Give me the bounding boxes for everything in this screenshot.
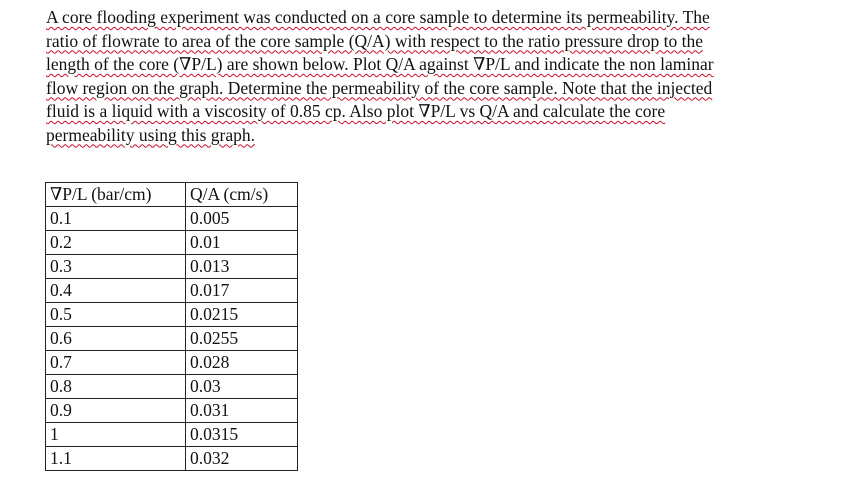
cell-flux: 0.032 [186,447,298,471]
problem-line-2: ratio of flowrate to area of the core sample (Q/A) with respect to the ratio pressure drop to the [46,30,703,51]
cell-pressure-gradient: 0.5 [46,303,186,327]
data-table [45,182,298,471]
cell-flux: 0.031 [186,399,298,423]
cell-pressure-gradient: 0.4 [46,279,186,303]
problem-line-5: fluid is a liquid with a viscosity of 0.85 cp. Also plot ∇P/L vs Q/A and calculate the core [46,101,666,121]
table-header-row [46,183,298,207]
cell-pressure-gradient: 0.8 [46,375,186,399]
problem-statement [46,6,814,147]
cell-pressure-gradient: 0.3 [46,255,186,279]
table-row [46,255,298,279]
problem-line-1: A core flooding experiment was conducted on a core sample to determine its permeability. The [46,7,710,27]
cell-flux: 0.0315 [186,423,298,447]
cell-flux: 0.0255 [186,327,298,351]
cell-flux: 0.0215 [186,303,298,327]
cell-pressure-gradient: 0.1 [46,207,186,231]
problem-line-4: flow region on the graph. Determine the permeability of the core sample. Note that the injected [46,77,713,98]
problem-line-6: permeability using this graph. [46,124,255,145]
table-row [46,303,298,327]
cell-flux: 0.017 [186,279,298,303]
cell-pressure-gradient: 0.7 [46,351,186,375]
table-row [46,279,298,303]
header-flux: Q/A (cm/s) [186,183,298,207]
problem-line-3: length of the core (∇P/L) are shown below. Plot Q/A against ∇P/L and indicate the non laminar [46,54,714,74]
cell-flux: 0.03 [186,375,298,399]
cell-pressure-gradient: 0.6 [46,327,186,351]
table-row [46,375,298,399]
table-row [46,423,298,447]
cell-flux: 0.005 [186,207,298,231]
cell-flux: 0.028 [186,351,298,375]
table-row [46,399,298,423]
table-row [46,447,298,471]
table-row [46,327,298,351]
cell-pressure-gradient: 1.1 [46,447,186,471]
table-row [46,207,298,231]
table-row [46,351,298,375]
table-row [46,231,298,255]
header-pressure-gradient: ∇P/L (bar/cm) [46,183,186,207]
cell-pressure-gradient: 1 [46,423,186,447]
cell-flux: 0.01 [186,231,298,255]
cell-pressure-gradient: 0.9 [46,399,186,423]
cell-flux: 0.013 [186,255,298,279]
cell-pressure-gradient: 0.2 [46,231,186,255]
